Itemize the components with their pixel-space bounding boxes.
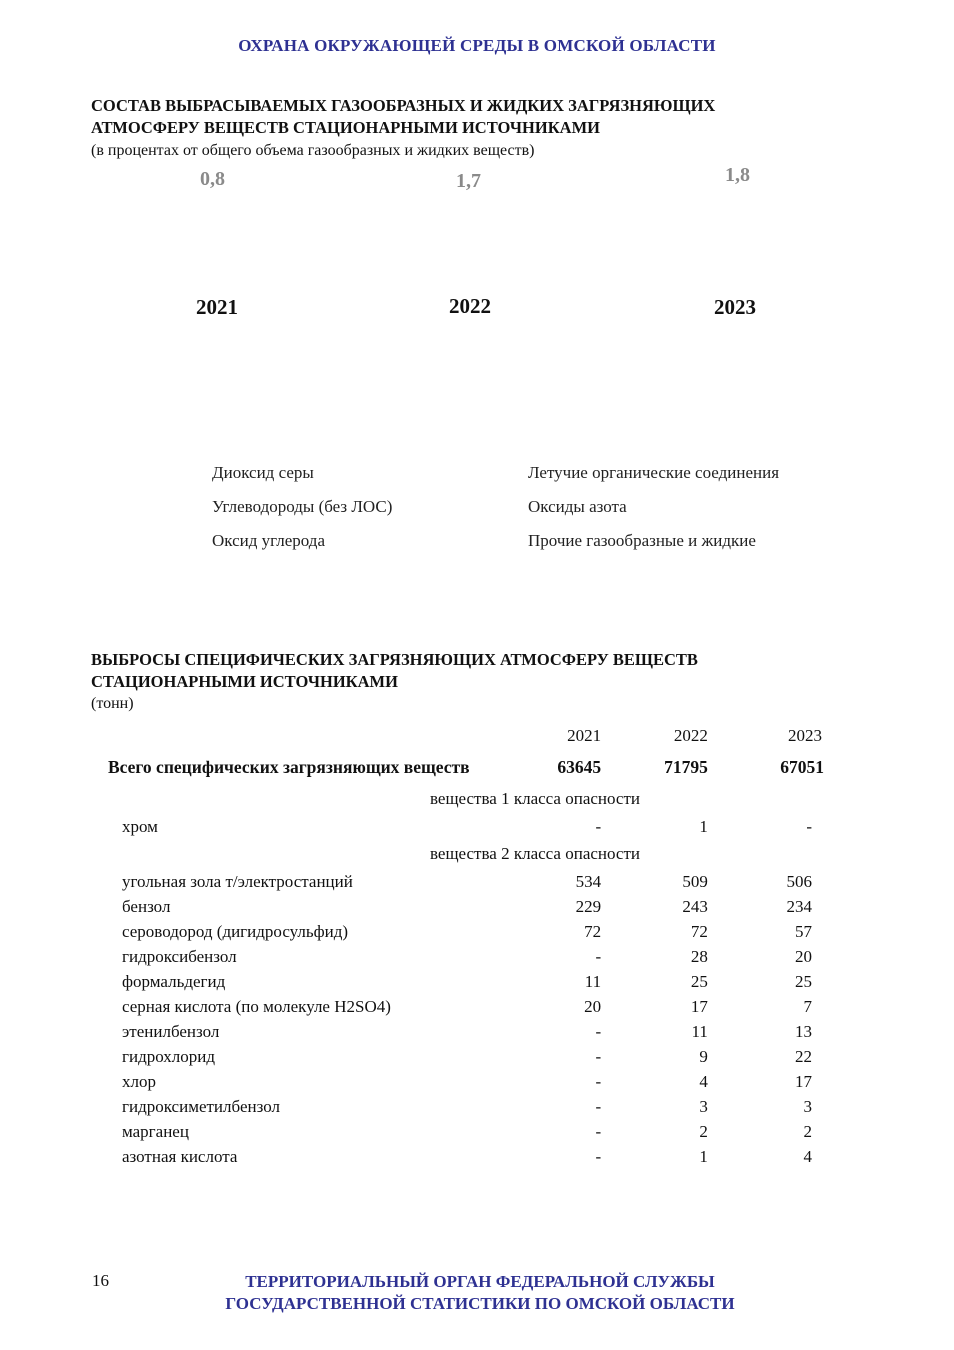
legend-item-voc: Летучие органические соединения xyxy=(528,463,780,482)
value-2022: 1 xyxy=(699,816,708,836)
table-row xyxy=(100,919,830,944)
value-2023: 3 xyxy=(803,1096,812,1116)
value-2021: - xyxy=(595,1096,602,1116)
table-row xyxy=(100,1094,830,1119)
footer-line2: ГОСУДАРСТВЕННОЙ СТАТИСТИКИ ПО ОМСКОЙ ОБЛАСТИ xyxy=(225,1294,735,1313)
substance-name: азотная кислота xyxy=(122,1146,238,1166)
total-2023: 67051 xyxy=(780,756,824,777)
hazard-class-label: вещества 1 класса опасности xyxy=(429,789,641,808)
pie-2023-year-label: 2023 xyxy=(714,295,756,319)
value-2021: - xyxy=(595,1146,602,1166)
substance-name: гидроксиметилбензол xyxy=(122,1096,280,1116)
table-row xyxy=(100,994,830,1019)
legend-item-carbon-monoxide: Оксид углерода xyxy=(212,531,325,550)
value-2023: - xyxy=(806,816,812,836)
legend-item-hydrocarbons: Углеводороды (без ЛОС) xyxy=(212,497,393,516)
value-2023: 506 xyxy=(786,871,812,891)
table-row xyxy=(100,1144,830,1169)
column-header-2022: 2022 xyxy=(673,726,708,745)
table-header-row xyxy=(100,722,830,750)
pie-2021-value: 0,8 xyxy=(200,168,225,190)
pie-2022-year-label: 2022 xyxy=(449,294,491,318)
value-2021: 229 xyxy=(575,896,602,916)
value-2022: 9 xyxy=(699,1046,708,1066)
pie-charts-area xyxy=(140,160,840,440)
value-2022: 509 xyxy=(682,871,708,891)
section1-title-line2: АТМОСФЕРУ ВЕЩЕСТВ СТАЦИОНАРНЫМИ ИСТОЧНИКАМИ xyxy=(91,118,600,137)
value-2021: 72 xyxy=(584,921,602,941)
section2-subtitle: (тонн) xyxy=(91,695,134,712)
legend-item-nitrogen-oxides: Оксиды азота xyxy=(528,497,627,516)
value-2023: 7 xyxy=(803,996,812,1016)
section1-title-line1: СОСТАВ ВЫБРАСЫВАЕМЫХ ГАЗООБРАЗНЫХ И ЖИДКИХ ЗАГРЯЗНЯЮЩИХ xyxy=(91,96,716,115)
hazard-class-label: вещества 2 класса опасности xyxy=(429,844,641,863)
table-class-row xyxy=(100,784,830,814)
value-2022: 11 xyxy=(691,1021,708,1041)
table-class-row xyxy=(100,839,830,869)
substance-name: сероводород (дигидросульфид) xyxy=(122,921,349,941)
value-2023: 2 xyxy=(803,1121,812,1141)
value-2023: 22 xyxy=(795,1046,812,1066)
table-row xyxy=(100,869,830,894)
value-2022: 3 xyxy=(699,1096,708,1116)
legend-item-sulfur-dioxide: Диоксид серы xyxy=(212,463,314,482)
section1-subtitle: (в процентах от общего объема газообразных и жидких веществ) xyxy=(91,142,535,159)
value-2021: 534 xyxy=(575,871,602,891)
substance-name: гидрохлорид xyxy=(122,1046,216,1066)
value-2023: 20 xyxy=(795,946,812,966)
value-2021: - xyxy=(595,946,602,966)
value-2021: - xyxy=(595,1021,602,1041)
value-2021: - xyxy=(595,816,602,836)
substance-name: хром xyxy=(122,816,158,836)
column-header-2021: 2021 xyxy=(567,726,602,745)
value-2021: 11 xyxy=(584,971,602,991)
value-2022: 4 xyxy=(699,1071,708,1091)
value-2022: 25 xyxy=(690,971,708,991)
section2-title-line2: СТАЦИОНАРНЫМИ ИСТОЧНИКАМИ xyxy=(91,672,398,691)
page-footer xyxy=(160,1271,800,1315)
section2-title-line1: ВЫБРОСЫ СПЕЦИФИЧЕСКИХ ЗАГРЯЗНЯЮЩИХ АТМОСФЕРУ ВЕЩЕСТВ xyxy=(91,650,698,669)
table-row xyxy=(100,944,830,969)
value-2022: 17 xyxy=(690,996,708,1016)
table-row xyxy=(100,1069,830,1094)
table-row xyxy=(100,1044,830,1069)
value-2022: 243 xyxy=(682,896,708,916)
substance-name: угольная зола т/электростанций xyxy=(122,871,353,891)
legend-item-other: Прочие газообразные и жидкие xyxy=(528,531,756,550)
value-2022: 2 xyxy=(699,1121,708,1141)
table-row xyxy=(100,1119,830,1144)
value-2023: 234 xyxy=(786,896,812,916)
table-row xyxy=(100,814,830,839)
table-total-row xyxy=(100,750,830,784)
value-2023: 25 xyxy=(795,971,812,991)
value-2021: - xyxy=(595,1046,602,1066)
substance-name: этенилбензол xyxy=(122,1021,220,1041)
value-2023: 57 xyxy=(795,921,812,941)
pie-2021-year-label: 2021 xyxy=(196,295,238,319)
table-row xyxy=(100,969,830,994)
value-2023: 4 xyxy=(803,1146,812,1166)
column-header-2023: 2023 xyxy=(788,726,822,745)
substance-name: формальдегид xyxy=(122,971,226,991)
page-header: ОХРАНА ОКРУЖАЮЩЕЙ СРЕДЫ В ОМСКОЙ ОБЛАСТИ xyxy=(238,36,716,55)
pie-2022-value: 1,7 xyxy=(456,170,481,192)
footer-line1: ТЕРРИТОРИАЛЬНЫЙ ОРГАН ФЕДЕРАЛЬНОЙ СЛУЖБЫ xyxy=(245,1272,715,1291)
value-2023: 13 xyxy=(795,1021,812,1041)
table-row xyxy=(100,1019,830,1044)
table-row xyxy=(100,894,830,919)
total-2021: 63645 xyxy=(557,756,602,777)
value-2022: 72 xyxy=(690,921,708,941)
value-2021: - xyxy=(595,1071,602,1091)
total-2022: 71795 xyxy=(664,756,708,777)
value-2021: 20 xyxy=(584,996,602,1016)
substance-name: марганец xyxy=(122,1121,189,1141)
substance-name: серная кислота (по молекуле H2SO4) xyxy=(122,996,391,1016)
value-2022: 1 xyxy=(699,1146,708,1166)
value-2021: - xyxy=(595,1121,602,1141)
total-label: Всего специфических загрязняющих веществ xyxy=(108,756,470,777)
substance-name: хлор xyxy=(122,1071,156,1091)
pie-2023-value: 1,8 xyxy=(725,164,750,186)
page-number: 16 xyxy=(92,1271,109,1290)
value-2022: 28 xyxy=(690,946,708,966)
substance-name: бензол xyxy=(122,896,171,916)
substance-name: гидроксибензол xyxy=(122,946,237,966)
value-2023: 17 xyxy=(795,1071,812,1091)
emissions-table xyxy=(100,722,830,1169)
